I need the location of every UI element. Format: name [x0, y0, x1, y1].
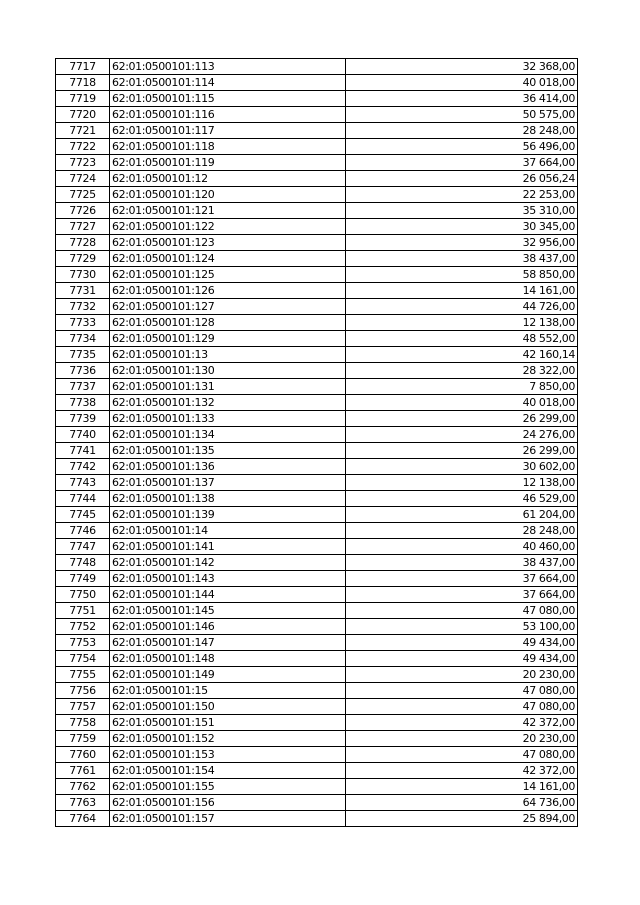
cadastral-number-cell: 62:01:0500101:134: [110, 427, 346, 443]
table-row: [56, 139, 578, 155]
cadastral-number-cell: 62:01:0500101:114: [110, 75, 346, 91]
table-row: [56, 235, 578, 251]
value-cell: 26 056,24: [346, 171, 578, 187]
value-cell: 14 161,00: [346, 283, 578, 299]
cadastral-number-cell: 62:01:0500101:136: [110, 459, 346, 475]
row-number-cell: 7726: [56, 203, 110, 219]
value-cell: 28 322,00: [346, 363, 578, 379]
table-row: [56, 571, 578, 587]
cadastral-number-cell: 62:01:0500101:132: [110, 395, 346, 411]
cadastral-number-cell: 62:01:0500101:125: [110, 267, 346, 283]
table-row: [56, 699, 578, 715]
cadastral-number-cell: 62:01:0500101:13: [110, 347, 346, 363]
value-cell: 28 248,00: [346, 123, 578, 139]
cadastral-number-cell: 62:01:0500101:126: [110, 283, 346, 299]
cadastral-number-cell: 62:01:0500101:144: [110, 587, 346, 603]
table-row: [56, 747, 578, 763]
table-row: [56, 651, 578, 667]
row-number-cell: 7764: [56, 811, 110, 827]
table-row: [56, 731, 578, 747]
value-cell: 49 434,00: [346, 651, 578, 667]
table-row: [56, 443, 578, 459]
table-row: [56, 475, 578, 491]
cadastral-number-cell: 62:01:0500101:121: [110, 203, 346, 219]
value-cell: 48 552,00: [346, 331, 578, 347]
table-row: [56, 155, 578, 171]
row-number-cell: 7752: [56, 619, 110, 635]
row-number-cell: 7719: [56, 91, 110, 107]
table-row: [56, 715, 578, 731]
table-row: [56, 59, 578, 75]
table-row: [56, 315, 578, 331]
table-row: [56, 75, 578, 91]
cadastral-number-cell: 62:01:0500101:153: [110, 747, 346, 763]
row-number-cell: 7754: [56, 651, 110, 667]
value-cell: 32 368,00: [346, 59, 578, 75]
row-number-cell: 7756: [56, 683, 110, 699]
cadastral-number-cell: 62:01:0500101:146: [110, 619, 346, 635]
row-number-cell: 7728: [56, 235, 110, 251]
table-row: [56, 539, 578, 555]
table-row: [56, 267, 578, 283]
row-number-cell: 7744: [56, 491, 110, 507]
table-row: [56, 395, 578, 411]
value-cell: 42 160,14: [346, 347, 578, 363]
value-cell: 12 138,00: [346, 315, 578, 331]
value-cell: 47 080,00: [346, 683, 578, 699]
row-number-cell: 7732: [56, 299, 110, 315]
row-number-cell: 7730: [56, 267, 110, 283]
row-number-cell: 7739: [56, 411, 110, 427]
row-number-cell: 7762: [56, 779, 110, 795]
cadastral-number-cell: 62:01:0500101:133: [110, 411, 346, 427]
table-row: [56, 507, 578, 523]
table-row: [56, 635, 578, 651]
row-number-cell: 7758: [56, 715, 110, 731]
value-cell: 35 310,00: [346, 203, 578, 219]
value-cell: 22 253,00: [346, 187, 578, 203]
row-number-cell: 7717: [56, 59, 110, 75]
row-number-cell: 7733: [56, 315, 110, 331]
table-row: [56, 203, 578, 219]
value-cell: 42 372,00: [346, 763, 578, 779]
row-number-cell: 7724: [56, 171, 110, 187]
cadastral-number-cell: 62:01:0500101:116: [110, 107, 346, 123]
table-row: [56, 587, 578, 603]
registry-table-body: [56, 59, 578, 827]
value-cell: 40 018,00: [346, 75, 578, 91]
cadastral-number-cell: 62:01:0500101:127: [110, 299, 346, 315]
value-cell: 26 299,00: [346, 443, 578, 459]
value-cell: 32 956,00: [346, 235, 578, 251]
value-cell: 40 018,00: [346, 395, 578, 411]
row-number-cell: 7747: [56, 539, 110, 555]
cadastral-number-cell: 62:01:0500101:155: [110, 779, 346, 795]
table-row: [56, 187, 578, 203]
table-row: [56, 123, 578, 139]
row-number-cell: 7755: [56, 667, 110, 683]
value-cell: 37 664,00: [346, 587, 578, 603]
cadastral-number-cell: 62:01:0500101:122: [110, 219, 346, 235]
table-row: [56, 251, 578, 267]
cadastral-number-cell: 62:01:0500101:147: [110, 635, 346, 651]
cadastral-number-cell: 62:01:0500101:124: [110, 251, 346, 267]
value-cell: 56 496,00: [346, 139, 578, 155]
cadastral-number-cell: 62:01:0500101:157: [110, 811, 346, 827]
cadastral-number-cell: 62:01:0500101:139: [110, 507, 346, 523]
cadastral-number-cell: 62:01:0500101:137: [110, 475, 346, 491]
row-number-cell: 7721: [56, 123, 110, 139]
cadastral-number-cell: 62:01:0500101:119: [110, 155, 346, 171]
value-cell: 64 736,00: [346, 795, 578, 811]
row-number-cell: 7734: [56, 331, 110, 347]
row-number-cell: 7731: [56, 283, 110, 299]
cadastral-number-cell: 62:01:0500101:131: [110, 379, 346, 395]
value-cell: 36 414,00: [346, 91, 578, 107]
table-row: [56, 619, 578, 635]
cadastral-number-cell: 62:01:0500101:152: [110, 731, 346, 747]
value-cell: 50 575,00: [346, 107, 578, 123]
value-cell: 20 230,00: [346, 667, 578, 683]
value-cell: 47 080,00: [346, 603, 578, 619]
value-cell: 47 080,00: [346, 699, 578, 715]
cadastral-number-cell: 62:01:0500101:115: [110, 91, 346, 107]
cadastral-number-cell: 62:01:0500101:15: [110, 683, 346, 699]
cadastral-number-cell: 62:01:0500101:128: [110, 315, 346, 331]
value-cell: 37 664,00: [346, 155, 578, 171]
table-row: [56, 219, 578, 235]
cadastral-number-cell: 62:01:0500101:130: [110, 363, 346, 379]
value-cell: 37 664,00: [346, 571, 578, 587]
cadastral-number-cell: 62:01:0500101:117: [110, 123, 346, 139]
row-number-cell: 7729: [56, 251, 110, 267]
row-number-cell: 7718: [56, 75, 110, 91]
table-row: [56, 347, 578, 363]
row-number-cell: 7763: [56, 795, 110, 811]
value-cell: 7 850,00: [346, 379, 578, 395]
table-row: [56, 795, 578, 811]
value-cell: 58 850,00: [346, 267, 578, 283]
row-number-cell: 7720: [56, 107, 110, 123]
cadastral-number-cell: 62:01:0500101:150: [110, 699, 346, 715]
row-number-cell: 7760: [56, 747, 110, 763]
row-number-cell: 7735: [56, 347, 110, 363]
value-cell: 28 248,00: [346, 523, 578, 539]
row-number-cell: 7753: [56, 635, 110, 651]
table-row: [56, 555, 578, 571]
cadastral-number-cell: 62:01:0500101:129: [110, 331, 346, 347]
cadastral-number-cell: 62:01:0500101:113: [110, 59, 346, 75]
row-number-cell: 7757: [56, 699, 110, 715]
registry-table: [55, 58, 578, 827]
row-number-cell: 7761: [56, 763, 110, 779]
cadastral-number-cell: 62:01:0500101:118: [110, 139, 346, 155]
table-row: [56, 779, 578, 795]
cadastral-number-cell: 62:01:0500101:142: [110, 555, 346, 571]
value-cell: 53 100,00: [346, 619, 578, 635]
value-cell: 40 460,00: [346, 539, 578, 555]
table-row: [56, 379, 578, 395]
row-number-cell: 7727: [56, 219, 110, 235]
row-number-cell: 7748: [56, 555, 110, 571]
cadastral-number-cell: 62:01:0500101:138: [110, 491, 346, 507]
table-row: [56, 331, 578, 347]
row-number-cell: 7751: [56, 603, 110, 619]
row-number-cell: 7738: [56, 395, 110, 411]
table-row: [56, 667, 578, 683]
table-row: [56, 603, 578, 619]
row-number-cell: 7736: [56, 363, 110, 379]
value-cell: 30 602,00: [346, 459, 578, 475]
value-cell: 30 345,00: [346, 219, 578, 235]
value-cell: 20 230,00: [346, 731, 578, 747]
table-row: [56, 427, 578, 443]
table-row: [56, 171, 578, 187]
row-number-cell: 7742: [56, 459, 110, 475]
row-number-cell: 7746: [56, 523, 110, 539]
cadastral-number-cell: 62:01:0500101:14: [110, 523, 346, 539]
value-cell: 24 276,00: [346, 427, 578, 443]
row-number-cell: 7725: [56, 187, 110, 203]
value-cell: 61 204,00: [346, 507, 578, 523]
value-cell: 42 372,00: [346, 715, 578, 731]
table-row: [56, 459, 578, 475]
table-row: [56, 91, 578, 107]
value-cell: 38 437,00: [346, 251, 578, 267]
value-cell: 26 299,00: [346, 411, 578, 427]
row-number-cell: 7759: [56, 731, 110, 747]
table-row: [56, 299, 578, 315]
row-number-cell: 7750: [56, 587, 110, 603]
value-cell: 47 080,00: [346, 747, 578, 763]
value-cell: 12 138,00: [346, 475, 578, 491]
value-cell: 38 437,00: [346, 555, 578, 571]
table-row: [56, 523, 578, 539]
row-number-cell: 7745: [56, 507, 110, 523]
table-row: [56, 363, 578, 379]
row-number-cell: 7723: [56, 155, 110, 171]
row-number-cell: 7743: [56, 475, 110, 491]
cadastral-number-cell: 62:01:0500101:148: [110, 651, 346, 667]
table-row: [56, 411, 578, 427]
cadastral-number-cell: 62:01:0500101:149: [110, 667, 346, 683]
cadastral-number-cell: 62:01:0500101:12: [110, 171, 346, 187]
value-cell: 44 726,00: [346, 299, 578, 315]
table-row: [56, 811, 578, 827]
row-number-cell: 7741: [56, 443, 110, 459]
row-number-cell: 7737: [56, 379, 110, 395]
cadastral-number-cell: 62:01:0500101:135: [110, 443, 346, 459]
cadastral-number-cell: 62:01:0500101:120: [110, 187, 346, 203]
table-row: [56, 107, 578, 123]
cadastral-number-cell: 62:01:0500101:154: [110, 763, 346, 779]
value-cell: 25 894,00: [346, 811, 578, 827]
cadastral-number-cell: 62:01:0500101:151: [110, 715, 346, 731]
table-row: [56, 763, 578, 779]
row-number-cell: 7749: [56, 571, 110, 587]
cadastral-number-cell: 62:01:0500101:143: [110, 571, 346, 587]
cadastral-number-cell: 62:01:0500101:123: [110, 235, 346, 251]
row-number-cell: 7740: [56, 427, 110, 443]
value-cell: 14 161,00: [346, 779, 578, 795]
row-number-cell: 7722: [56, 139, 110, 155]
table-row: [56, 283, 578, 299]
value-cell: 46 529,00: [346, 491, 578, 507]
cadastral-number-cell: 62:01:0500101:141: [110, 539, 346, 555]
value-cell: 49 434,00: [346, 635, 578, 651]
table-row: [56, 491, 578, 507]
table-row: [56, 683, 578, 699]
cadastral-number-cell: 62:01:0500101:145: [110, 603, 346, 619]
cadastral-number-cell: 62:01:0500101:156: [110, 795, 346, 811]
